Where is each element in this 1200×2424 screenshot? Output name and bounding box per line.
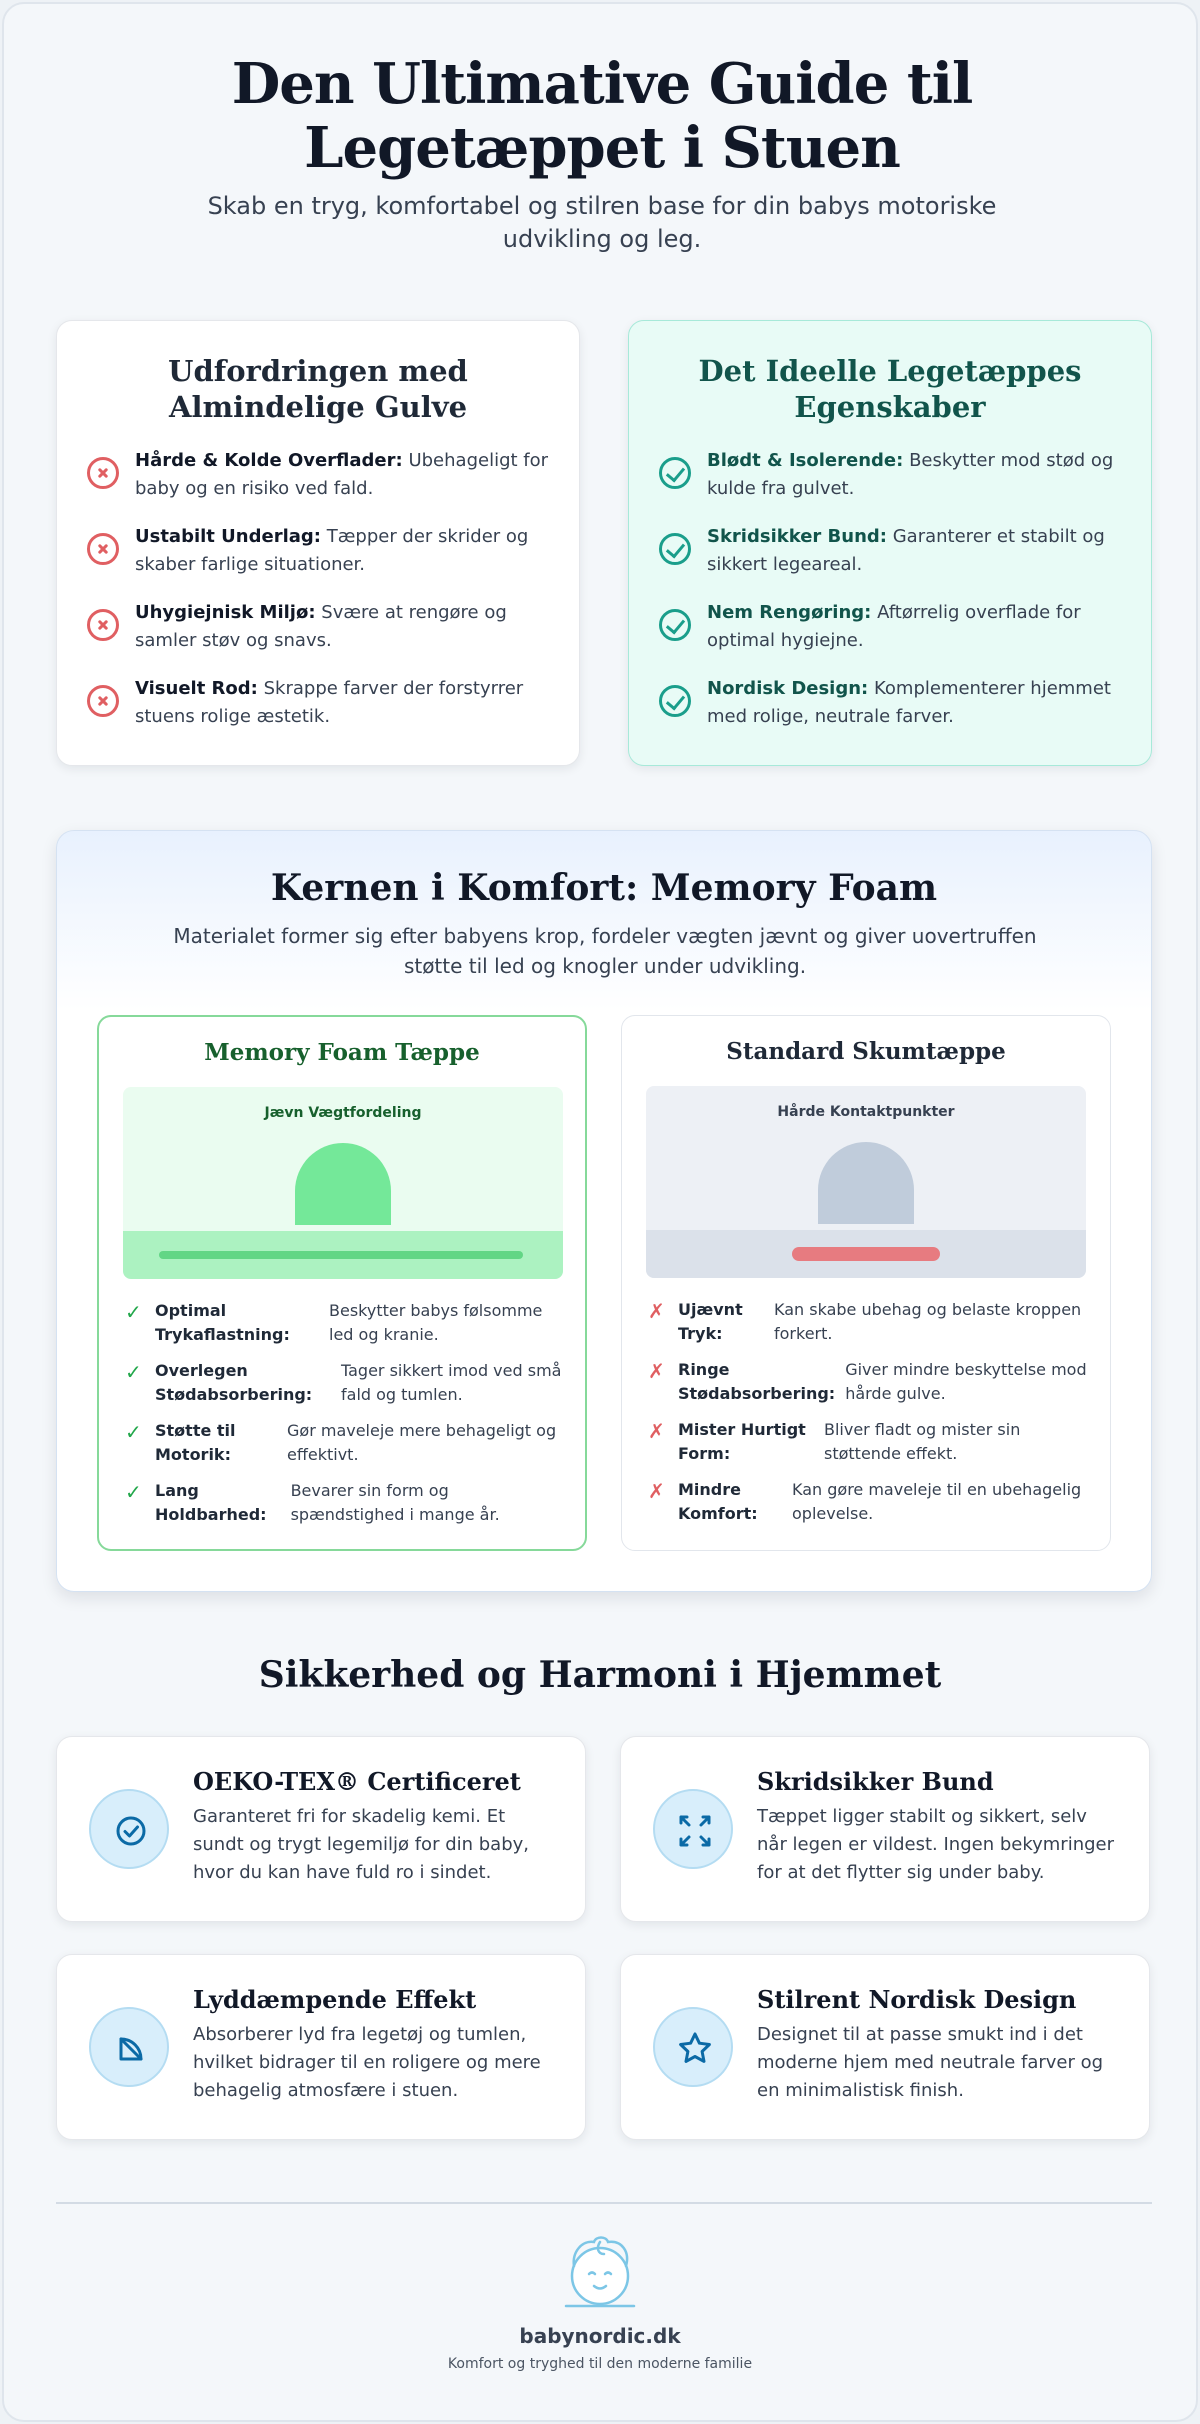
certified-check-icon [89,1789,169,1869]
even-distribution-illustration [123,1087,563,1279]
problem-label: Uhygiejnisk Miljø: [135,602,316,623]
point-text: Beskytter babys følsomme led og kranie. [329,1301,543,1344]
non-slip-arrows-icon [653,1789,733,1869]
sound-dampening-icon [89,2007,169,2087]
pressure-point [792,1247,940,1261]
check-circle-icon [659,609,691,641]
info-text: Tæppet ligger stabilt og sikkert, selv når legen er vildest. Ingen bekymringer for at det flytter sig under baby. [757,1806,1115,1883]
memory-foam-point [125,1359,565,1407]
point-text: Kan skabe ubehag og belaste kroppen forkert. [774,1300,1082,1343]
standard-foam-title: Standard Skumtæppe [726,1038,1006,1065]
info-text: Absorberer lyd fra legetøj og tumlen, hvilket bidrager til en roligere og mere behagelig atmosfære i stuen. [193,2024,541,2101]
check-circle-icon [659,533,691,565]
solution-text: Aftørrelig overflade for optimal hygiejne. [707,602,1081,651]
solution-text: Komplementerer hjemmet med rolige, neutrale farver. [707,678,1111,727]
solution-title: Det Ideelle Legetæppes Egenskaber [698,354,1082,424]
point-label: Optimal Trykaflastning: [155,1301,290,1344]
point-label: Ujævnt Tryk: [678,1300,743,1343]
point-text: Tager sikkert imod ved små fald og tumlen. [341,1361,562,1404]
point-label: Mindre Komfort: [678,1480,758,1523]
info-title: OEKO-TEX® Certificeret [193,1767,521,1796]
info-text: Garanteret fri for skadelig kemi. Et sundt og trygt legemiljø for din baby, hvor du kan have fuld ro i sindet. [193,1806,530,1883]
standard-foam-point [648,1298,1090,1346]
memory-foam-point [125,1419,565,1467]
cross-mark-icon: ✗ [648,1359,665,1383]
non-slip-card [620,1736,1150,1922]
problem-item [87,675,551,731]
problem-label: Visuelt Rod: [135,678,258,699]
problem-text: Tæpper der skrider og skaber farlige situationer. [135,526,529,575]
point-text: Bevarer sin form og spændstighed i mange år. [290,1481,500,1524]
sound-card [56,1954,586,2140]
point-label: Mister Hurtigt Form: [678,1420,806,1463]
star-icon [653,2007,733,2087]
info-title: Stilrent Nordisk Design [757,1985,1077,2014]
standard-foam-point [648,1478,1090,1526]
hard-contact-illustration [646,1086,1086,1278]
point-label: Overlegen Stødabsorbering: [155,1361,313,1404]
check-mark-icon: ✓ [125,1360,142,1384]
point-text: Bliver fladt og mister sin støttende effekt. [824,1420,1021,1463]
x-circle-icon [87,685,119,717]
memory-foam-point [125,1479,565,1527]
solution-text: Garanterer et stabilt og sikkert legeareal. [707,526,1105,575]
footer-divider [56,2202,1152,2204]
point-text: Giver mindre beskyttelse mod hårde gulve. [845,1360,1087,1403]
solution-text: Beskytter mod stød og kulde fra gulvet. [707,450,1114,499]
problem-label: Hårde & Kolde Overflader: [135,450,403,471]
problem-text: Svære at rengøre og samler støv og snavs. [135,602,507,651]
standard-foam-card [621,1015,1111,1551]
check-circle-icon [659,457,691,489]
brand-tagline: Komfort og tryghed til den moderne familie [447,2356,753,2372]
problems-card [56,320,580,766]
x-circle-icon [87,457,119,489]
baby-face-icon [556,2232,644,2312]
safety-title: Sikkerhed og Harmoni i Hjemmet [258,1654,942,1696]
memory-foam-card [97,1015,587,1551]
point-text: Gør maveleje mere behageligt og effektivt. [287,1421,557,1464]
design-card [620,1954,1150,2140]
info-title: Skridsikker Bund [757,1767,994,1796]
check-circle-icon [659,685,691,717]
solution-label: Blødt & Isolerende: [707,450,904,471]
solution-label: Nordisk Design: [707,678,869,699]
cross-mark-icon: ✗ [648,1419,665,1443]
oekotex-card [56,1736,586,1922]
body-shape [818,1142,914,1224]
info-text: Designet til at passe smukt ind i det moderne hjem med neutrale farver og en minimalistisk finish. [757,2024,1104,2101]
illustration-label: Jævn Vægtfordeling [264,1105,422,1121]
illustration-label: Hårde Kontaktpunkter [777,1104,955,1120]
memory-foam-point [125,1299,565,1347]
solution-label: Nem Rengøring: [707,602,872,623]
memory-foam-title: Memory Foam Tæppe [204,1039,480,1066]
cross-mark-icon: ✗ [648,1299,665,1323]
memory-foam-section [56,830,1152,1592]
problem-text: Skrappe farver der forstyrrer stuens rolige æstetik. [135,678,524,727]
cross-mark-icon: ✗ [648,1479,665,1503]
body-shape [295,1143,391,1225]
point-label: Lang Holdbarhed: [155,1481,267,1524]
problem-item [87,523,551,579]
foam-title: Kernen i Komfort: Memory Foam [270,867,938,909]
point-label: Ringe Stødabsorbering: [678,1360,836,1403]
check-mark-icon: ✓ [125,1420,142,1444]
problems-title: Udfordringen med Almindelige Gulve [168,354,468,424]
point-label: Støtte til Motorik: [155,1421,236,1464]
problem-label: Ustabilt Underlag: [135,526,321,547]
problem-item [87,447,551,503]
solution-item [659,675,1123,731]
infographic-page [2,2,1198,2422]
foam-subtitle: Materialet former sig efter babyens krop, fordeler vægten jævnt og giver uovertruffen støtte til led og knogler under udvikling. [173,924,1037,978]
problem-text: Ubehageligt for baby og en risiko ved fald. [135,450,549,499]
standard-foam-point [648,1358,1090,1406]
solution-item [659,599,1123,655]
page-subtitle: Skab en tryg, komfortabel og stilren base for din babys motoriske udvikling og leg. [207,192,997,253]
check-mark-icon: ✓ [125,1480,142,1504]
brand-name: babynordic.dk [519,2324,681,2348]
solution-label: Skridsikker Bund: [707,526,887,547]
page-title: Den Ultimative Guide til Legetæppet i Stuen [231,51,973,181]
x-circle-icon [87,533,119,565]
point-text: Kan gøre maveleje til en ubehagelig oplevelse. [792,1480,1082,1523]
pressure-line [159,1251,523,1259]
standard-foam-point [648,1418,1090,1466]
check-mark-icon: ✓ [125,1300,142,1324]
problem-item [87,599,551,655]
x-circle-icon [87,609,119,641]
info-title: Lyddæmpende Effekt [193,1985,477,2014]
solution-item [659,447,1123,503]
solution-item [659,523,1123,579]
solution-card [628,320,1152,766]
